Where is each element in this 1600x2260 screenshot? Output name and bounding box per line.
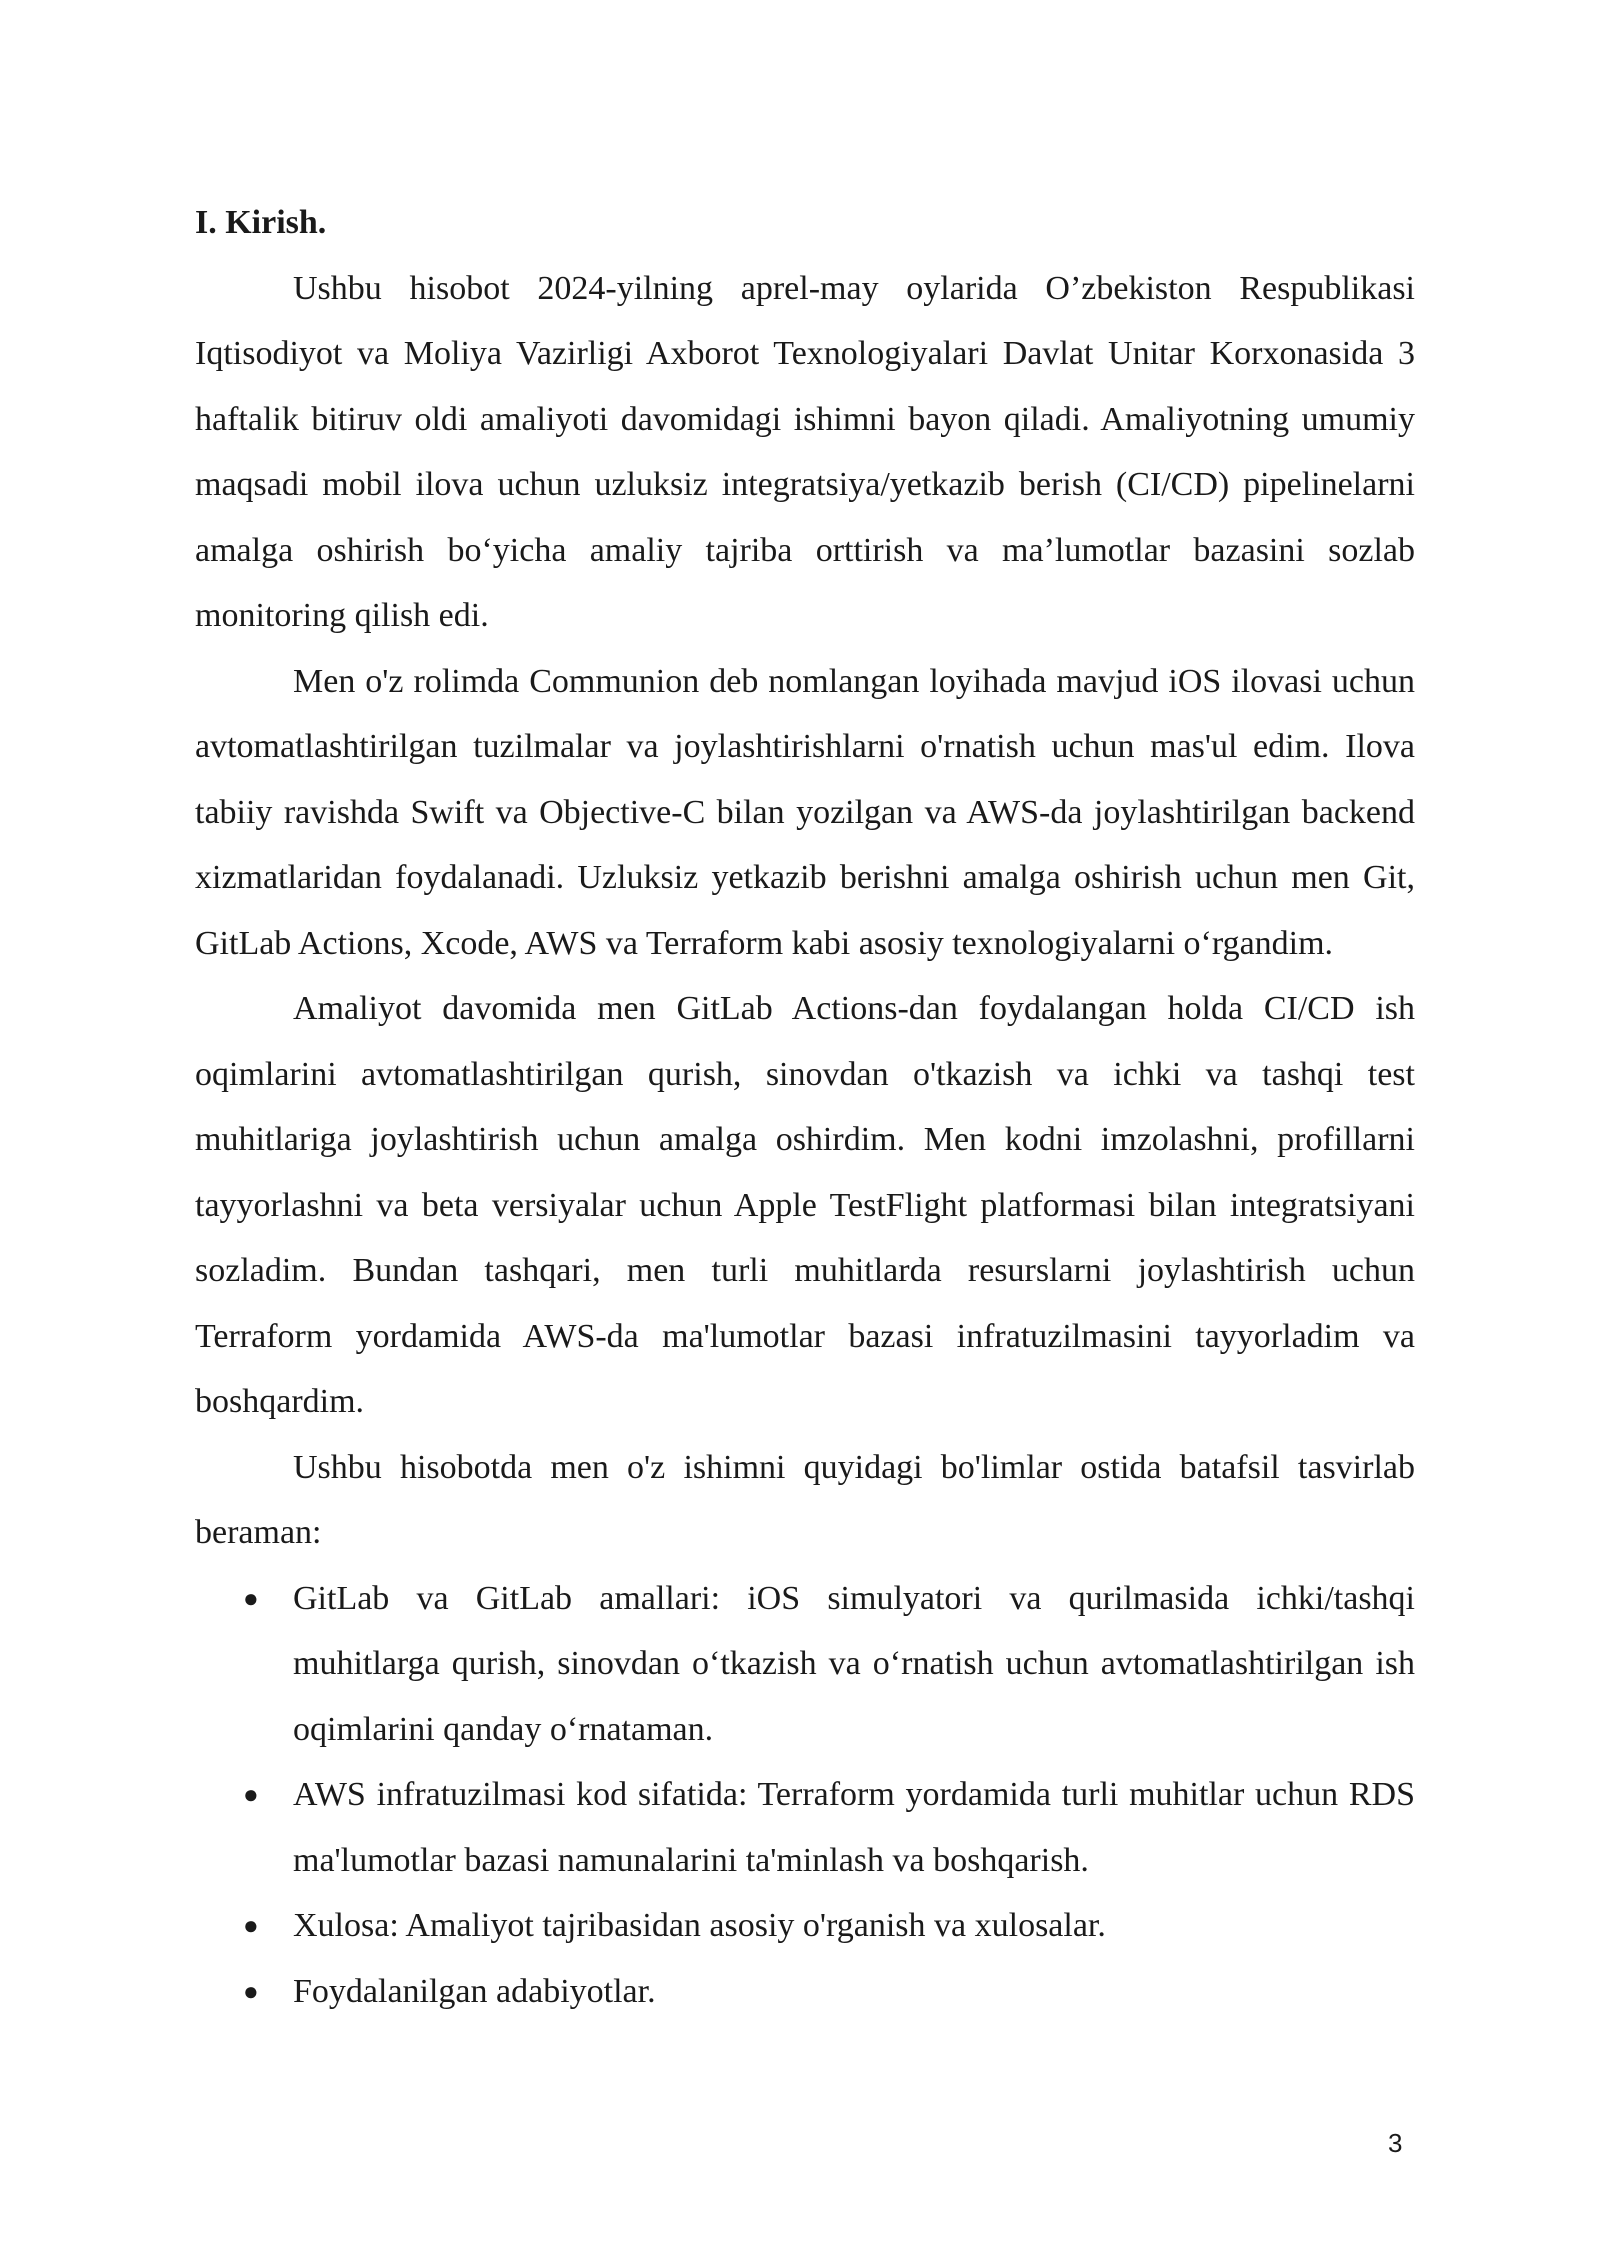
list-item-text: Xulosa: Amaliyot tajribasidan asosiy o'rganish va xulosalar.	[293, 1907, 1106, 1944]
page-number: 3	[1388, 2128, 1403, 2158]
bullet-icon: ●	[243, 1780, 259, 1809]
bullet-icon: ●	[243, 1911, 259, 1940]
section-heading: I. Kirish.	[195, 204, 327, 241]
paragraph-work: Amaliyot davomida men GitLab Actions-dan foydalangan holda CI/CD ish oqimlarini avtomatlashtirilgan qurish, sinovdan o'tkazish va ichki va tashqi test muhitlariga joylashtirish uchun amalga oshirdim. Men kodni imzolashni, profillarni tayyorlashni va beta versiyalar uchun Apple TestFlight platformasi bilan integratsiyani sozladim. Bundan tashqari, men turli muhitlarda resurslarni joylashtirish uchun Terraform yordamida AWS-da ma'lumotlar bazasi infratuzilmasini tayyorladim va boshqardim.	[195, 990, 1415, 1420]
bullet-icon: ●	[243, 1583, 259, 1613]
paragraph-role: Men o'z rolimda Communion deb nomlangan loyihada mavjud iOS ilovasi uchun avtomatlashtirilgan tuzilmalar va joylashtirishlarni o'rnatish uchun mas'ul edim. Ilova tabiiy ravishda Swift va Objective-C bilan yozilgan va AWS-da joylashtirilgan backend xizmatlaridan foydalanadi. Uzluksiz yetkazib berishni amalga oshirish uchun men Git, GitLab Actions, Xcode, AWS va Terraform kabi asosiy texnologiyalarni o‘rgandim.	[195, 662, 1415, 962]
list-item-text: AWS infratuzilmasi kod sifatida: Terraform yordamida turli muhitlar uchun RDS ma'lumotlar bazasi namunalarini ta'minlash va boshqarish.	[293, 1776, 1415, 1879]
list-item	[195, 1959, 1415, 2025]
bullet-icon: ●	[243, 1976, 259, 2006]
list-item	[195, 1762, 1415, 1893]
list-item	[195, 1893, 1415, 1959]
section-list	[195, 1566, 1415, 2025]
paragraph-intro: Ushbu hisobot 2024-yilning aprel-may oylarida O’zbekiston Respublikasi Iqtisodiyot va Moliya Vazirligi Axborot Texnologiyalari Davlat Unitar Korxonasida 3 haftalik bitiruv oldi amaliyoti davomidagi ishimni bayon qiladi. Amaliyotning umumiy maqsadi mobil ilova uchun uzluksiz integratsiya/yetkazib berish (CI/CD) pipelinelarni amalga oshirish bo‘yicha amaliy tajriba orttirish va ma’lumotlar bazasini sozlab monitoring qilish edi.	[195, 269, 1415, 634]
list-item-text: Foydalanilgan adabiyotlar.	[293, 1972, 656, 2010]
list-item-text: GitLab va GitLab amallari: iOS simulyatori va qurilmasida ichki/tashqi muhitlarga qurish, sinovdan o‘tkazish va o‘rnatish uchun avtomatlashtirilgan ish oqimlarini qanday o‘rnataman.	[293, 1579, 1415, 1748]
list-item	[195, 1566, 1415, 1763]
document-page	[195, 190, 1415, 2024]
paragraph-outline: Ushbu hisobotda men o'z ishimni quyidagi bo'limlar ostida batafsil tasvirlab beraman:	[195, 1448, 1415, 1551]
